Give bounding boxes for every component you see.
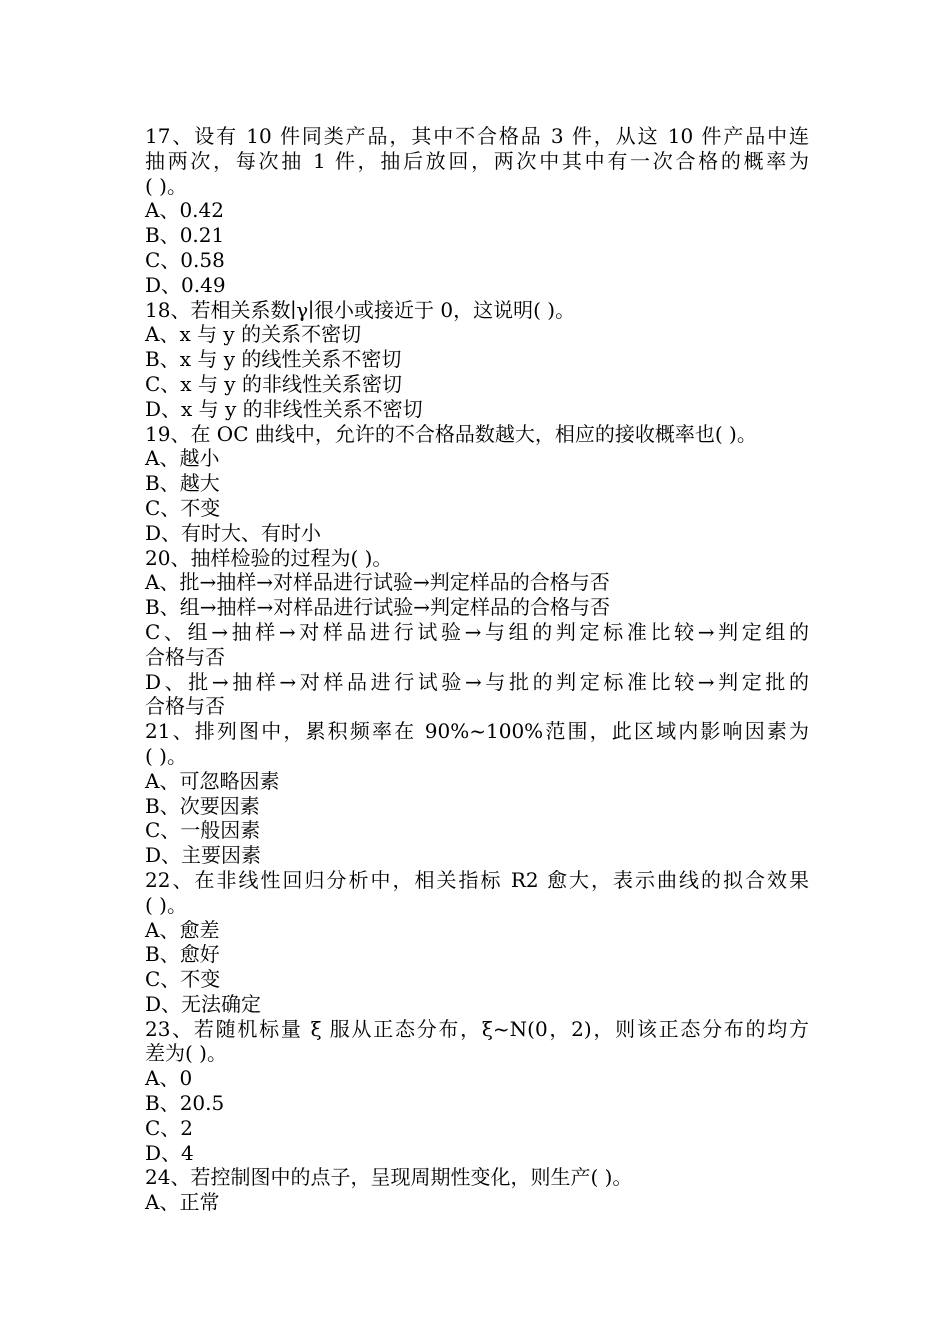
q17-option-a: A、0.42 xyxy=(145,198,224,223)
q24-option-a: A、正常 xyxy=(145,1190,220,1215)
q18-stem: 18、若相关系数∣γ∣很小或接近于 0，这说明( )。 xyxy=(145,297,576,322)
q23-stem-line-1: 23、若随机标量 ξ 服从正态分布，ξ~N(0，2)，则该正态分布的均方 xyxy=(145,1016,809,1041)
q23-option-c: C、2 xyxy=(145,1115,194,1140)
q20-stem: 20、抽样检验的过程为( )。 xyxy=(145,545,393,570)
q21-stem-line-2: ( )。 xyxy=(145,743,187,768)
q20-option-d-line-2: 合格与否 xyxy=(145,694,225,719)
q19-option-d: D、有时大、有时小 xyxy=(145,520,322,545)
question-text-block xyxy=(145,124,809,1215)
q21-option-d: D、主要因素 xyxy=(145,843,262,868)
q21-option-c: C、一般因素 xyxy=(145,818,261,843)
q20-option-c-line-2: 合格与否 xyxy=(145,644,225,669)
q18-option-b: B、x 与 y 的线性关系不密切 xyxy=(145,347,402,372)
q23-option-b: B、20.5 xyxy=(145,1091,225,1116)
q22-option-b: B、愈好 xyxy=(145,942,220,967)
q17-stem-line-3: ( )。 xyxy=(145,173,187,198)
q17-stem-line-1: 17、设有 10 件同类产品，其中不合格品 3 件，从这 10 件产品中连 xyxy=(145,124,809,148)
q20-option-a: A、批→抽样→对样品进行试验→判定样品的合格与否 xyxy=(145,570,610,595)
q22-option-d: D、无法确定 xyxy=(145,991,262,1016)
q22-stem-line-1: 22、在非线性回归分析中，相关指标 R2 愈大，表示曲线的拟合效果 xyxy=(145,867,809,892)
q23-option-a: A、0 xyxy=(145,1066,193,1091)
q24-stem: 24、若控制图中的点子，呈现周期性变化，则生产( )。 xyxy=(145,1165,633,1190)
q22-stem-line-2: ( )。 xyxy=(145,892,187,917)
q17-stem-line-2: 抽两次，每次抽 1 件，抽后放回，两次中其中有一次合格的概率为 xyxy=(145,148,809,173)
q21-option-b: B、次要因素 xyxy=(145,793,260,818)
q18-option-a: A、x 与 y 的关系不密切 xyxy=(145,322,362,347)
q17-option-c: C、0.58 xyxy=(145,247,225,272)
q21-stem-line-1: 21、排列图中，累积频率在 90%~100%范围，此区域内影响因素为 xyxy=(145,719,809,744)
q22-option-c: C、不变 xyxy=(145,967,221,992)
q21-option-a: A、可忽略因素 xyxy=(145,768,280,793)
q20-option-c-line-1: C、组→抽样→对样品进行试验→与组的判定标准比较→判定组的 xyxy=(145,619,809,644)
q18-option-c: C、x 与 y 的非线性关系密切 xyxy=(145,371,402,396)
q23-option-d: D、4 xyxy=(145,1140,194,1165)
q20-option-d-line-1: D、批→抽样→对样品进行试验→与批的判定标准比较→判定批的 xyxy=(145,669,809,694)
q19-option-b: B、越大 xyxy=(145,471,220,496)
q23-stem-line-2: 差为( )。 xyxy=(145,1041,227,1066)
q19-option-c: C、不变 xyxy=(145,495,221,520)
q20-option-b: B、组→抽样→对样品进行试验→判定样品的合格与否 xyxy=(145,595,610,620)
q17-option-d: D、0.49 xyxy=(145,272,226,297)
q19-option-a: A、越小 xyxy=(145,446,220,471)
q18-option-d: D、x 与 y 的非线性关系不密切 xyxy=(145,396,423,421)
q22-option-a: A、愈差 xyxy=(145,917,220,942)
q19-stem: 19、在 OC 曲线中，允许的不合格品数越大，相应的接收概率也( )。 xyxy=(145,421,757,446)
q17-option-b: B、0.21 xyxy=(145,223,225,248)
